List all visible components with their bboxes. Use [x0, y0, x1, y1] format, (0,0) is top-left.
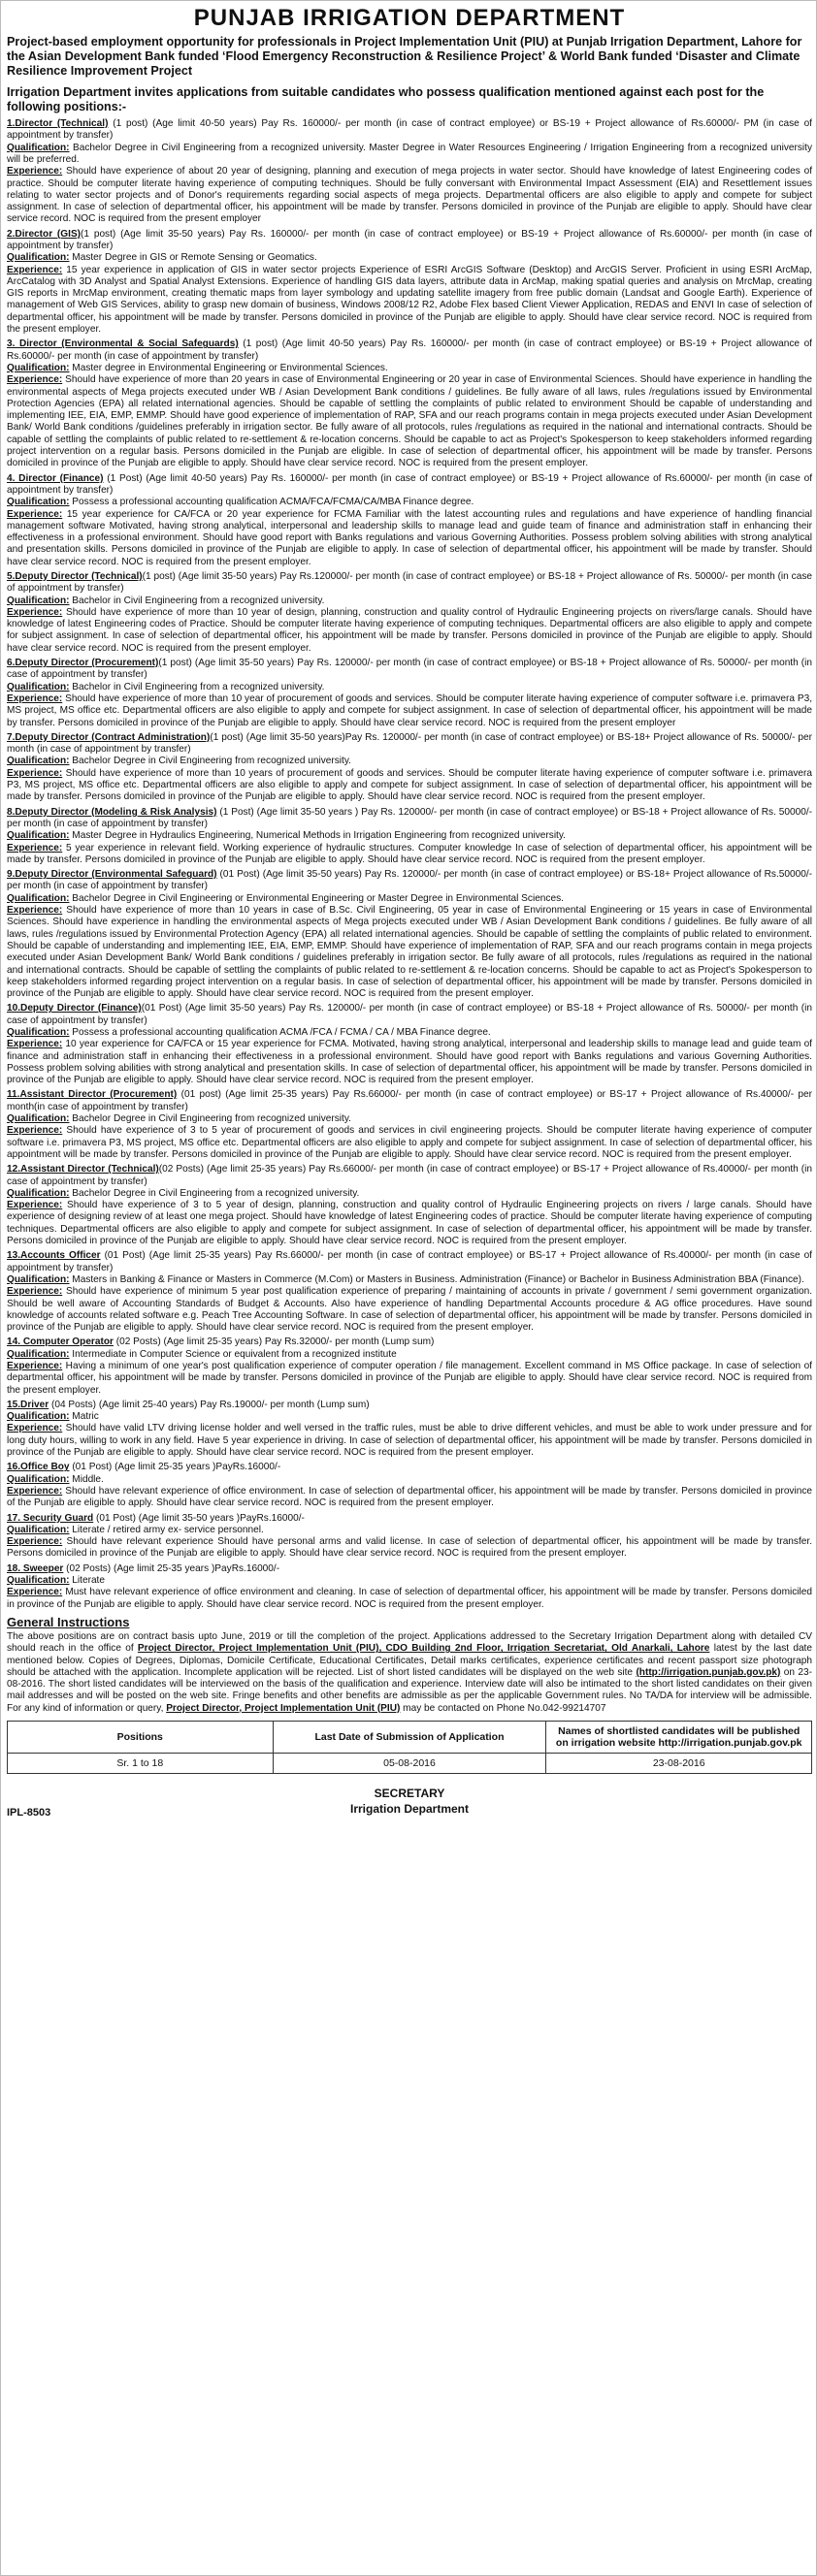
position-title: 10.Deputy Director (Finance) [7, 1003, 142, 1014]
experience-label: Experience: [7, 1536, 63, 1548]
qualification-label: Qualification: [7, 497, 70, 508]
qualification-text: Bachelor Degree in Civil Engineering from recognized university. [69, 756, 351, 767]
position-title: 17. Security Guard [7, 1512, 94, 1524]
position-details: (01 Post) (Age limit 25-35 years )PayRs.16000/- [69, 1462, 281, 1473]
position-qualification [7, 143, 812, 167]
position-experience [7, 693, 812, 729]
position-details: (02 Posts) (Age limit 25-35 years )PayRs.16000/- [63, 1562, 280, 1574]
position-experience [7, 1587, 812, 1611]
gi-website: (http://irrigation.punjab.gov.pk) [636, 1666, 781, 1678]
position-header [7, 229, 812, 253]
position-entry [7, 869, 812, 1000]
qualification-label: Qualification: [7, 1348, 70, 1360]
position-details: (01 Post) (Age limit 35-50 years) Pay Rs. 120000/- per month (in case of contract employee) or BS-18+ Project allowance of Rs.50000/- per month (in case of appointment by transfer) [7, 869, 812, 892]
signature-department: Irrigation Department [349, 1802, 469, 1817]
schedule-table [7, 1721, 812, 1774]
position-experience [7, 1536, 812, 1561]
experience-label: Experience: [7, 508, 63, 520]
experience-text: Should have experience of about 20 year of designing, planning and execution of mega projects in water sector. Should have knowledge of latest Engineering codes of practice. Should be computer literate having experience of computing techniques. Should be fully conversant with Environmental Impact Assessment (EIA) and Resettlement issues relating to water sector projects and of Donor's requirements regarding social aspects of mega projects. Departmental officers are also eligible to apply and compete for subject assignment. In case of selection of departmental officer, his appointment will be made by transfer. Persons domiciled in province of the Punjab are eligible to apply. Should have clear service record. NOC is required from the present employer [7, 166, 812, 225]
experience-label: Experience: [7, 1423, 63, 1434]
position-header [7, 807, 812, 831]
experience-text: Should have experience of 3 to 5 year of design, planning, construction and quality control of Hydraulic Engineering projects on rivers / large canals. Should have experience of designing review of at least one mega project. Should have knowledge of latest Engineering codes of practice. Should be computer literate having experience of computing techniques. Departmental officers are also eligible to apply and compete for subject assignment. In case of selection of departmental officer, his appointment will be made by transfer. Persons domiciled in province of the Punjab are eligible to apply. Should have clear service record. NOC is required from the present employer. [7, 1200, 812, 1247]
experience-label: Experience: [7, 767, 63, 779]
gi-contact: Project Director, Project Implementation Unit (PIU) [166, 1702, 401, 1714]
position-qualification [7, 893, 812, 905]
position-qualification [7, 1188, 812, 1200]
experience-text: 15 year experience for CA/FCA or 20 year experience for FCMA Familiar with the latest accounting rules and regulations and have experience of handling financial management software Motivated, having strong analytical, interpersonal and leadership skills to manage lead and guide team of finance and administration staff in enhancing their effectiveness in a professional environment. Should have good report with Banks regulations and various Governing Authorities. Possess problem solving abilities with strong analytical and presentation skills. Persons domiciled in province of the Punjab are eligible to apply. In case of selection of departmental officer, his appointment will be made by transfer. Should have clear service record. NOC is required from the present employer. [7, 508, 812, 567]
position-qualification [7, 1525, 812, 1536]
qualification-label: Qualification: [7, 252, 70, 264]
qualification-label: Qualification: [7, 1187, 70, 1199]
positions-list [7, 118, 812, 1611]
intro-paragraph: Project-based employment opportunity for professionals in Project Implementation Unit (PIU) at Punjab Irrigation Department, Lahore for the Asian Development Bank funded ‘Flood Emergency Reconstruction & Resilience Project’ & World Bank funded ‘Disaster and Climate Resilience Improvement Project [7, 35, 802, 79]
experience-text: Should have valid LTV driving license holder and well versed in the traffic rules, must be able to drive different vehicles, and must be able to work under pressure and for long duty hours, willing to work in any field. Have 5 year experience in driving. In case of selection of departmental officer, his appointment will be made by transfer. Persons domiciled in province of the Punjab are eligible to apply. Should have clear service record. NOC is required from the present employer. [7, 1423, 812, 1459]
position-entry [7, 658, 812, 729]
position-details: (02 Posts) (Age limit 25-35 years) Pay Rs.66000/- per month (in case of contract employee) or BS-17 + Project allowance of Rs.40000/- per month (in case of appointment by transfer) [7, 1164, 812, 1187]
position-experience [7, 905, 812, 1000]
footer [7, 1778, 812, 1836]
position-experience [7, 374, 812, 469]
position-qualification [7, 1349, 812, 1361]
position-entry [7, 1400, 812, 1459]
position-title: 11.Assistant Director (Procurement) [7, 1089, 178, 1101]
position-qualification [7, 756, 812, 767]
schedule-header-shortlist: Names of shortlisted candidates will be published on irrigation website http://irrigation.punjab.gov.pk [546, 1722, 812, 1754]
position-title: 2.Director (GIS) [7, 228, 82, 240]
position-details: (1 Post) (Age limit 40-50 years) Pay Rs. 160000/- per month (in case of contract employee) or BS-19 + Project allowance of Rs.60000/- per month (in case of appointment by transfer) [7, 472, 812, 496]
qualification-label: Qualification: [7, 892, 70, 904]
position-qualification [7, 1113, 812, 1125]
qualification-text: Literate / retired army ex- service personnel. [69, 1524, 264, 1535]
qualification-text: Possess a professional accounting qualification ACMA /FCA / FCMA / CA / MBA Finance degree. [69, 1026, 491, 1038]
position-qualification [7, 682, 812, 693]
position-experience [7, 843, 812, 867]
position-header [7, 1400, 812, 1411]
qualification-text: Bachelor Degree in Civil Engineering from a recognized university. [69, 1187, 360, 1199]
qualification-label: Qualification: [7, 1273, 70, 1285]
position-header [7, 1003, 812, 1027]
position-details: (1 post) (Age limit 35-50 years) Pay Rs.120000/- per month (in case of contract employee) or BS-18 + Project allowance of Rs. 50000/- per month (in case of appointment by transfer) [7, 571, 812, 595]
position-header [7, 1089, 812, 1113]
gi-text-4: may be contacted on Phone No.042-99214707 [400, 1702, 606, 1714]
position-header [7, 473, 812, 498]
position-entry [7, 1003, 812, 1086]
position-details: (1 post) (Age limit 35-50 years) Pay Rs. 160000/- per month (in case of contract employee) or BS-19 + Project allowance of Rs.60000/- per month (in case of appointment by transfer) [7, 228, 812, 251]
position-entry [7, 1563, 812, 1611]
position-details: (1 post) (Age limit 40-50 years) Pay Rs. 160000/- per month (in case of contract employee) or BS-19 + Project allowance of Rs.60000/- PM (in case of appointment by transfer) [7, 118, 812, 142]
position-entry [7, 118, 812, 226]
experience-text: Should have experience of more than 10 year of design, planning, construction and quality control of Hydraulic Engineering projects on rivers/large canals. Should have knowledge of latest Engineering codes of Practice. Should be computer literate having experience of computing techniques. Departmental officers are also eligible to apply and compete for subject assignment. In case of selection of departmental officer, his appointment will be made by transfer. Persons domiciled in province of the Punjab are eligible to apply. Should have clear service record. NOC is required from the present employer. [7, 606, 812, 654]
qualification-text: Bachelor in Civil Engineering from a recognized university. [69, 595, 325, 606]
position-qualification [7, 1411, 812, 1423]
advertisement-body [7, 5, 812, 1836]
experience-text: Should have experience of more than 20 years in case of Environmental Engineering or 20 year in case of Environmental Sciences. Should have experience in handling the environmental aspects of Mega projects executed under WB / Asian Development Bank conditions / guidelines. Be fully aware of all laws, rules /regulations issued by Environmental Protection Agencies (EPA) all related international agencies. Should be capable of settling the complaints of public related to environment Should be capable of understanding and implementing IEE, EIA, EMP, EMMP. Should have good experience of implementation of RAP, SFA and our reach programs contain in mega projects executed under Asian Development Bank/ World Bank conditions /guidelines preferably in irrigation sector. Be fully aware of all protocols, rules /regulations as required in the national and international contracts. Should be capable of settling the complaints of public related to re-settlement & re-location concerns. Should be capable to act as Project's Spokesperson to keep stakeholders informed regarding project intervention on a regular basis. Persons domiciled in the Punjab are eligible. In case of selection of departmental officer, his appointment will be made by transfer. Persons domiciled in province of the Punjab are eligible to apply. Should have clear service record. NOC is required from the present employer. [7, 374, 812, 469]
qualification-label: Qualification: [7, 1524, 70, 1535]
position-experience [7, 1200, 812, 1247]
position-experience [7, 1361, 812, 1397]
experience-label: Experience: [7, 1039, 63, 1050]
position-title: 13.Accounts Officer [7, 1250, 101, 1262]
position-qualification [7, 1474, 812, 1486]
position-details: (1 post) (Age limit 35-50 years)Pay Rs. 120000/- per month (in case of contract employee) or BS-18+ Project allowance of Rs. 50000/- per month (in case of appointment by transfer) [7, 731, 813, 756]
position-experience [7, 1039, 812, 1086]
position-entry [7, 807, 812, 866]
position-header [7, 1563, 812, 1575]
experience-label: Experience: [7, 692, 63, 704]
qualification-label: Qualification: [7, 681, 70, 692]
position-details: (1 post) (Age limit 40-50 years) Pay Rs. 160000/- per month (in case of contract employee) or BS-19 + Project allowance of Rs.60000/- per month (in case of appointment by transfer) [7, 338, 812, 362]
position-qualification [7, 1575, 812, 1587]
position-entry [7, 1164, 812, 1247]
position-entry [7, 1462, 812, 1509]
position-qualification [7, 830, 812, 842]
schedule-cell-positions: Sr. 1 to 18 [8, 1754, 274, 1774]
position-header [7, 1250, 812, 1274]
position-header [7, 1513, 812, 1525]
qualification-label: Qualification: [7, 362, 70, 373]
experience-text: 10 year experience for CA/FCA or 15 year experience for FCMA. Motivated, having strong analytical, interpersonal and leadership skills to manage lead and guide team of finance and administration staff in enhancing their effectiveness in a professional environment. Should have good report with Banks regulations and various Governing Authorities. Possess problem solving abilities with strong analytical and presentation skills. In case of selection of departmental officer, his appointment will be made by transfer. Persons domiciled in province of the Punjab are eligible to apply. Should have clear service record. NOC is required from the present employer. [7, 1039, 812, 1086]
qualification-text: Bachelor Degree in Civil Engineering from recognized university. [69, 1113, 351, 1125]
invitation-paragraph: Irrigation Department invites applications from suitable candidates who possess qualification mentioned against each post for the following positions:- [7, 84, 765, 113]
signature-title: SECRETARY [374, 1787, 445, 1801]
position-title: 14. Computer Operator [7, 1336, 114, 1348]
qualification-label: Qualification: [7, 830, 70, 842]
qualification-text: Master degree in Environmental Engineering or Environmental Sciences. [69, 362, 388, 373]
position-experience [7, 1486, 812, 1510]
position-header [7, 118, 812, 143]
position-title: 15.Driver [7, 1399, 49, 1410]
position-experience [7, 607, 812, 655]
experience-label: Experience: [7, 1125, 63, 1137]
qualification-text: Matric [69, 1411, 99, 1423]
position-experience [7, 1286, 812, 1334]
experience-label: Experience: [7, 264, 63, 275]
schedule-header-positions: Positions [8, 1722, 274, 1754]
position-title: 12.Assistant Director (Technical) [7, 1164, 159, 1175]
position-details: (01 post) (Age limit 25-35 years) Pay Rs.66000/- per month (in case of contract employee) or BS-17 + Project allowance of Rs.40000/- per month(in case of appointment by transfer) [7, 1089, 812, 1112]
position-entry [7, 732, 812, 804]
qualification-label: Qualification: [7, 595, 70, 606]
position-entry [7, 1513, 812, 1561]
experience-label: Experience: [7, 606, 63, 618]
position-qualification [7, 252, 812, 264]
page-title: PUNJAB IRRIGATION DEPARTMENT [193, 5, 626, 31]
gi-text-2: latest by the last date mentioned below. Copies of Degrees, Diplomas, Domicile Certificate, Educational Certificates, Detail marks certificates, experience certificates and recent passport size photograph should be attached with the application. Incomplete application will be rejected. List of short listed candidates will be displayed on the web site [7, 1643, 812, 1678]
experience-text: Must have relevant experience of office environment and cleaning. In case of selection of departmental officer, his appointment will be made by transfer. Persons domiciled in province of the Punjab are eligible to apply. Should have clear service record. NOC is required from the present employer. [7, 1587, 812, 1610]
qualification-text: Intermediate in Computer Science or equivalent from a recognized institute [69, 1348, 397, 1360]
qualification-label: Qualification: [7, 1411, 70, 1423]
position-header [7, 571, 812, 596]
schedule-row [8, 1754, 812, 1774]
experience-label: Experience: [7, 166, 63, 177]
qualification-text: Literate [69, 1575, 105, 1587]
experience-label: Experience: [7, 1361, 63, 1371]
experience-label: Experience: [7, 374, 63, 386]
position-entry [7, 229, 812, 337]
position-qualification [7, 596, 812, 607]
gi-text-3: on 23-08-2016. The short listed candidates will be interviewed on the basis of the qualification and experience. Interview date will also be intimated to the short listed candidates on their given mail addresses and will be posted on the web site. Fringe benefits and other benefits are admissible as per the applicable Government rules. No TA/DA for interview will be admissible. For any kind of information or query, [7, 1666, 812, 1714]
position-header [7, 338, 812, 363]
general-instructions-heading: General Instructions [7, 1614, 130, 1629]
position-details: (01 Post) (Age limit 35-50 years )PayRs.16000/- [93, 1512, 305, 1524]
gi-text-1: The above positions are on contract basis upto June, 2019 or till the completion of the project. Applications addressed to the Secretary Irrigation Department along with detailed CV should reach in the office of [7, 1630, 812, 1655]
position-header [7, 869, 812, 893]
experience-text: Should have relevant experience Should have personal arms and valid license. In case of selection of departmental officer, his appointment will be made by transfer. Persons domiciled in province of the Punjab are eligible to apply. Should have clear service record. NOC is required from the present employer. [7, 1536, 812, 1560]
position-entry [7, 571, 812, 655]
qualification-text: Possess a professional accounting qualification ACMA/FCA/FCMA/CA/MBA Finance degree. [69, 497, 474, 508]
qualification-text: Masters in Banking & Finance or Masters in Commerce (M.Com) or Masters in Business. Administration (Finance) or Bachelor in Business Administration BBA (Finance). [69, 1273, 804, 1285]
experience-label: Experience: [7, 1485, 63, 1497]
position-title: 9.Deputy Director (Environmental Safeguard) [7, 869, 217, 881]
position-entry [7, 1336, 812, 1396]
qualification-text: Bachelor Degree in Civil Engineering from a recognized university. Master Degree in Water Resources Engineering / Irrigation Engineering from a recognized university will be preferred. [7, 142, 812, 165]
experience-label: Experience: [7, 1587, 63, 1598]
qualification-text: Bachelor in Civil Engineering from a recognized university. [69, 681, 325, 692]
schedule-header-row [8, 1722, 812, 1754]
position-title: 4. Director (Finance) [7, 472, 104, 484]
experience-text: Should have experience of minimum 5 year post qualification experience of preparing / maintaining of accounts in private / government / semi government organization. Should be well aware of Accounting Standards of Budget & Accounts. Also have experience of handling Departmental Accounts procedure & AG office procedures. Have sound knowledge of accounts related software e.g. Peach Tree Accounting Software. In case of selection of departmental officer, his appointment will be made by transfer. Persons domiciled in province of the Punjab are eligible to apply. Should have clear service record. NOC is required from the present employer. [7, 1286, 812, 1334]
position-experience [7, 1423, 812, 1459]
position-experience [7, 265, 812, 337]
position-experience [7, 509, 812, 568]
schedule-cell-shortlist-date: 23-08-2016 [546, 1754, 812, 1774]
qualification-text: Middle. [69, 1473, 104, 1485]
general-instructions-text [7, 1631, 812, 1715]
position-details: (1 Post) (Age limit 35-50 years ) Pay Rs. 120000/- per month (in case of contract employee) or BS-18 + Project allowance of Rs. 50000/- per month (in case of appointment by transfer) [7, 806, 813, 829]
position-title: 5.Deputy Director (Technical) [7, 571, 143, 582]
experience-text: 15 year experience in application of GIS in water sector projects Experience of ESRI ArcGIS Software (Desktop) and ArcGIS Server. Proficient in using ESRI ArcMap, ArcCatalog with 3D Analyst and Spatial Analyst Extensions. Experience of handling GIS data layers, attribute data in ArcMap, making spatial queries and analysis on MrcMap, creating GIS reports in MrcMap environment, creating thematic maps from layer symbology and updating satellite imagery from free public domain (Landsat and Google Earth). Experience of management of Web GIS Services, ability to grasp new domain of business, Windows 2008/12 R2, Adobe Flex based Client Viewer Application, REDAS and ENVI In case of selection of departmental officer, his appointment will be made by transfer. Persons domiciled in province of the Punjab are eligible to apply. Should have clear service record. NOC is required from the present employer. [7, 264, 812, 336]
position-qualification [7, 363, 812, 374]
signature-block [7, 1786, 812, 1817]
qualification-label: Qualification: [7, 142, 70, 153]
experience-label: Experience: [7, 1200, 63, 1211]
qualification-label: Qualification: [7, 1026, 70, 1038]
experience-text: Should have experience of more than 10 year of procurement of goods and services. Should be computer literate having experience of computer software i.e. primavera P3, MS project, MS office etc. Departmental officers are also eligible to apply and compete for subject assignment. In case of selection of departmental officer, his appointment will be made by transfer. Persons domiciled in province of the Punjab are eligible to apply. Should have clear service record. NOC is required from the present employer [7, 692, 812, 728]
position-title: 6.Deputy Director (Procurement) [7, 658, 159, 669]
position-entry [7, 338, 812, 469]
qualification-text: Master Degree in GIS or Remote Sensing or Geomatics. [69, 252, 317, 264]
qualification-label: Qualification: [7, 1113, 70, 1125]
experience-text: Should have experience of more than 10 years of procurement of goods and services. Should be computer literate having experience of computer software i.e. primavera P3, MS project, MS office etc. Departmental officers are also eligible to apply and compete for subject assignment. In case of selection of departmental officer, his appointment will be made by transfer. Persons domiciled in province of the Punjab are eligible to apply. Should have clear service record. NOC is required from the present employer. [7, 767, 812, 803]
position-details: (1 post) (Age limit 35-50 years) Pay Rs. 120000/- per month (in case of contract employee) or BS-18 + Project allowance of Rs. 50000/- per month (in case of appointment by transfer) [7, 658, 812, 681]
experience-text: Should have relevant experience of office environment. In case of selection of departmental officer, his appointment will be made by transfer. Persons domiciled in province of the Punjab are eligible to apply. Should have clear service record. NOC is required from the present employer. [7, 1485, 812, 1509]
qualification-text: Bachelor Degree in Civil Engineering or Environmental Engineering or Master Degree in Environmental Sciences. [69, 892, 564, 904]
position-title: 8.Deputy Director (Modeling & Risk Analysis) [7, 806, 217, 818]
position-header [7, 1336, 812, 1348]
ad-code: IPL-8503 [7, 1807, 51, 1819]
position-entry [7, 473, 812, 568]
position-details: (02 Posts) (Age limit 25-35 years) Pay Rs.32000/- per month (Lump sum) [113, 1336, 435, 1348]
gi-address: Project Director, Project Implementation Unit (PIU), CDO Building 2nd Floor, Irrigation Secretariat, Old Anarkali, Lahore [137, 1643, 710, 1655]
position-title: 16.Office Boy [7, 1462, 70, 1473]
qualification-label: Qualification: [7, 1575, 70, 1587]
experience-label: Experience: [7, 842, 63, 853]
position-experience [7, 768, 812, 804]
position-header [7, 1462, 812, 1473]
position-experience [7, 166, 812, 225]
qualification-label: Qualification: [7, 756, 70, 767]
position-details: (01 Post) (Age limit 25-35 years) Pay Rs.66000/- per month (in case of contract employee) or BS-17 + Project allowance of Rs.40000/- per month (in case of appointment by transfer) [7, 1250, 812, 1273]
position-qualification [7, 497, 812, 508]
position-title: 3. Director (Environmental & Social Safeguards) [7, 338, 239, 350]
position-qualification [7, 1027, 812, 1039]
position-title: 7.Deputy Director (Contract Administration) [7, 731, 211, 743]
position-details: (01 Post) (Age limit 35-50 years) Pay Rs. 120000/- per month (in case of contract employee) or BS-18 + Project allowance of Rs. 50000/- per month (in case of appointment by transfer) [7, 1003, 813, 1026]
position-title: 18. Sweeper [7, 1562, 64, 1574]
schedule-header-last-date: Last Date of Submission of Application [273, 1722, 546, 1754]
position-header [7, 732, 812, 757]
experience-text: Having a minimum of one year's post qualification experience of computer operation / file management. Excellent command in MS Office package. In case of selection of departmental officer, his appointment will be made by transfer. Persons domiciled in province of the Punjab are eligible to apply. Should have clear service record. NOC is required from the present employer. [7, 1361, 812, 1396]
schedule-cell-last-date: 05-08-2016 [273, 1754, 546, 1774]
position-qualification [7, 1274, 812, 1286]
position-entry [7, 1250, 812, 1334]
experience-text: Should have experience of 3 to 5 year of procurement of goods and services in civil engineering projects. Should be computer literate having experience of computer software i.e. primavera P3, MS project, MS office etc. Departmental officers are also eligible to apply and compete for subject assignment. In case of selection of departmental officer, his appointment will be made by transfer. Persons domiciled in province of the Punjab are eligible to apply. Should have clear service record. NOC is required from the present employer. [7, 1125, 812, 1160]
position-header [7, 658, 812, 682]
experience-text: Should have experience of more than 10 years in case of B.Sc. Civil Engineering, 05 year in case of Environmental Engineering or 15 years in case of Environmental Sciences. Should have experience in handling the environmental aspects of Mega projects executed under WB / Asian Development Bank conditions / guidelines. Be fully aware of all laws, rules /regulations issued by Environmental Protection Agency (EPA) all related international agencies. Should be capable of settling the complaints of public related to environment. Should be capable of understanding and implementing IEE, EIA, EMP, EMMP. Should have experience of implementation of RAP, SFA and our reach programs contain in mega projects executed under Asian Development Bank/ World Bank conditions / guidelines preferably in irrigation sector. Be fully aware of all protocols, rules /regulations as required in the national and international contracts. Should be capable of settling the complaints of public related to re-settlement & re-location concerns. Should be capable to act as Project's Spokesperson to keep stakeholders informed regarding project intervention on a regular basis. In case of selection of departmental officer, his appointment will be made by transfer. Persons domiciled in province of the Punjab are eligible to apply. Should have clear service record. NOC is required from the present employer. [7, 905, 812, 1000]
position-experience [7, 1125, 812, 1161]
qualification-text: Master Degree in Hydraulics Engineering, Numerical Methods in Irrigation Engineering from recognized university. [69, 830, 566, 842]
position-entry [7, 1089, 812, 1161]
experience-label: Experience: [7, 1286, 63, 1298]
position-header [7, 1164, 812, 1188]
position-title: 1.Director (Technical) [7, 118, 109, 130]
experience-label: Experience: [7, 905, 63, 917]
position-details: (04 Posts) (Age limit 25-40 years) Pay Rs.19000/- per month (Lump sum) [49, 1399, 370, 1410]
qualification-label: Qualification: [7, 1473, 70, 1485]
experience-text: 5 year experience in relevant field. Working experience of hydraulic structures. Computer knowledge In case of selection of departmental officer, his appointment will be made by transfer. Persons domiciled in province of the Punjab are eligible to apply. Should have clear service record. NOC is required from the present employer. [7, 842, 812, 865]
